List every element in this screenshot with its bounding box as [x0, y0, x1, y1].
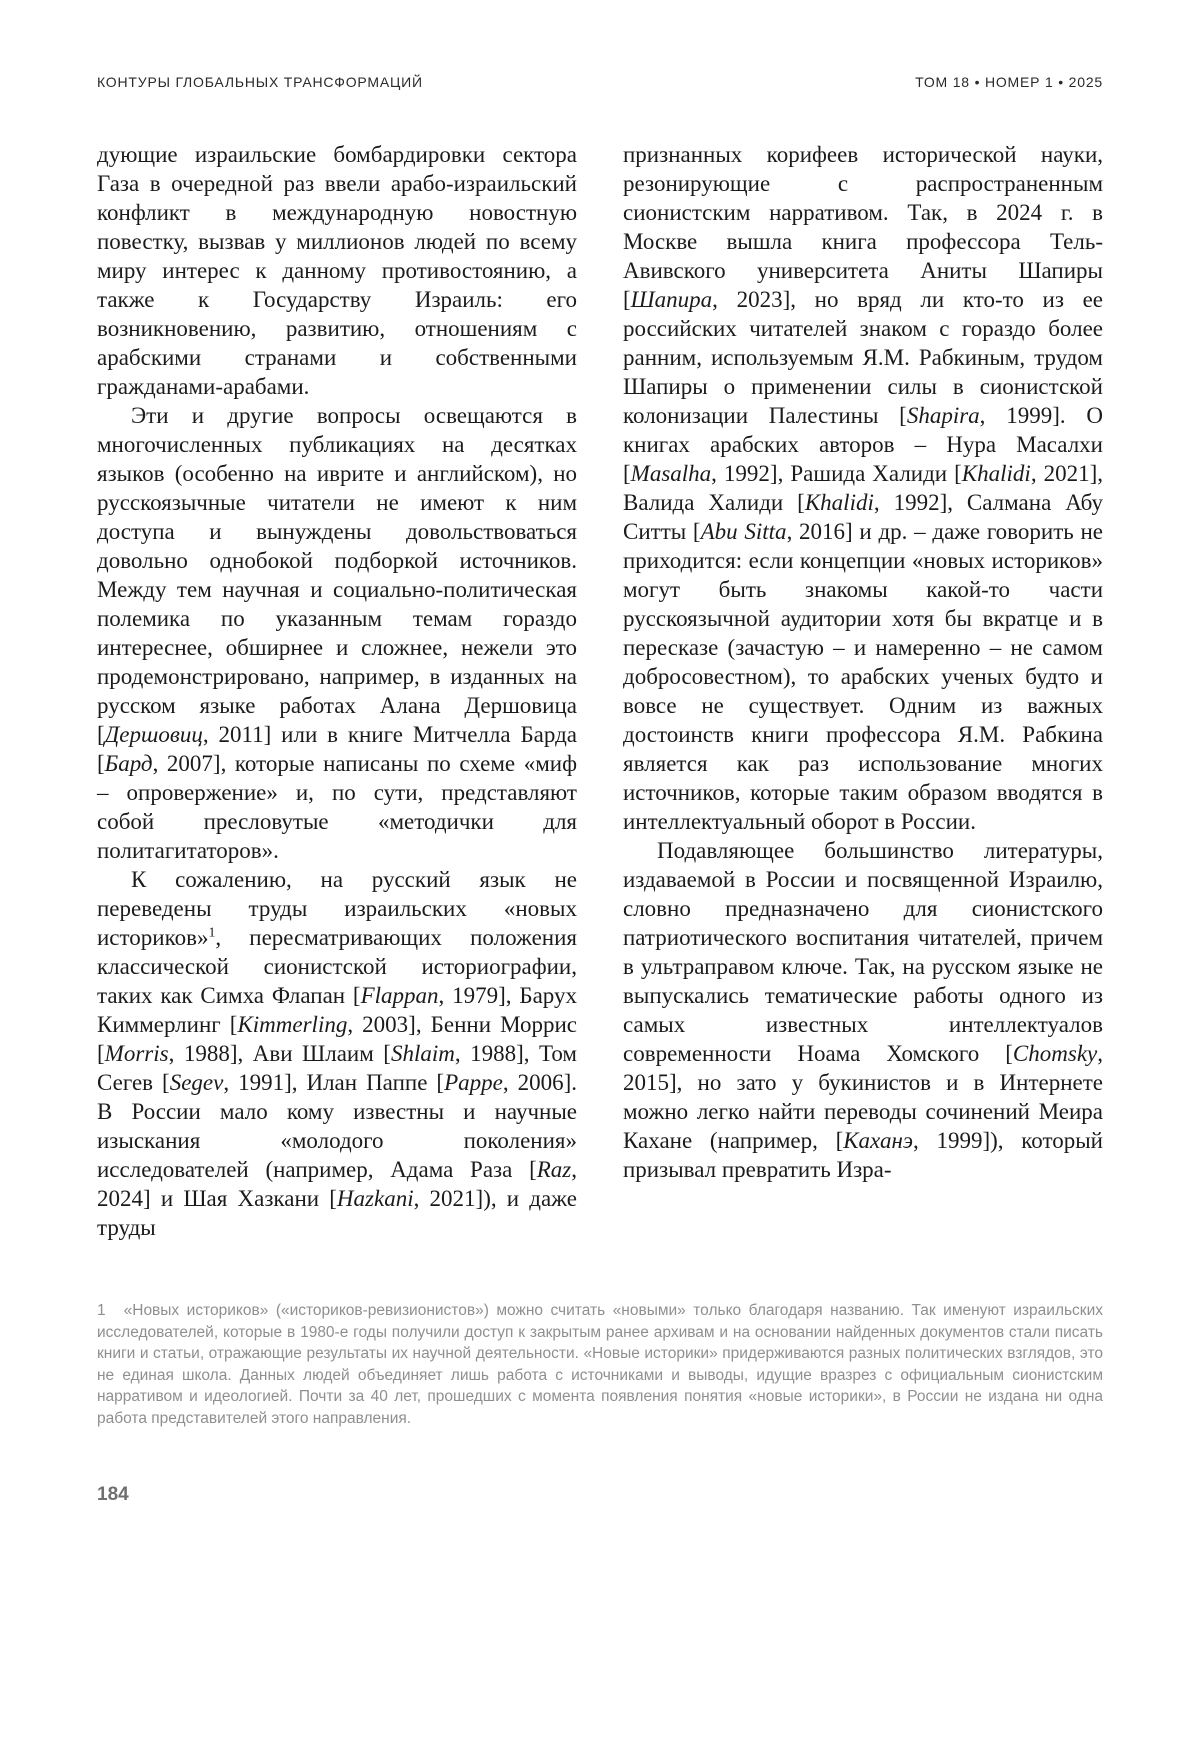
- issue-info: ТОМ 18 • НОМЕР 1 • 2025: [915, 74, 1103, 90]
- page-number: 184: [97, 1484, 129, 1505]
- paragraph: дующие израильские бомбардировки сектора Газа в очередной раз ввели арабо-израильский конфликт в международную новостную повестку, вызвав у миллионов людей по всему миру интерес к данному противостоянию, а также к Государству Израиль: его возникновению, развитию, отношениям с арабскими странами и собственными гражданами-арабами.: [97, 142, 577, 399]
- footnote-paragraph: [97, 1300, 1103, 1429]
- running-head: [97, 74, 1103, 90]
- paragraph: Подавляющее большинство литературы, издаваемой в России и посвященной Израилю, словно предназначено для сионистского патриотического воспитания читателей, причем в ультраправом ключе. Так, на русском языке не выпускались тематические работы одного из самых известных интеллектуалов современности Ноама Хомского [Chomsky, 2015], но зато у букинистов и в Интернете можно легко найти переводы сочинений Меира Кахане (например, [Каханэ, 1999]), который призывал превратить Изра-: [623, 838, 1103, 1182]
- article-body: [97, 140, 1103, 1242]
- journal-title: КОНТУРЫ ГЛОБАЛЬНЫХ ТРАНСФОРМАЦИЙ: [97, 74, 423, 90]
- paragraph: К сожалению, на русский язык не переведены труды израильских «новых историков»$^1$, пересматривающих положения классической сионистской историографии, таких как Симха Флапан [Flappan, 1979], Барух Киммерлинг [Kimmerling, 2003], Бенни Моррис [Morris, 1988], Ави Шлаим [Shlaim, 1988], Том Сегев [Segev, 1991], Илан Паппе [Pappe, 2006]. В России мало кому известны и научные изыскания «молодого поколения» исследователей (например, Адама Раза [Raz, 2024] и Шая Хазкани [Hazkani, 2021]), и даже труды: [97, 867, 577, 1240]
- footnote-text: «Новых историков» («историков-ревизионистов») можно считать «новыми» только благодаря названию. Так именуют израильских исследователей, которые в 1980-е годы получили доступ к закрытым ранее архивам и на основании найденных документов стали писать книги и статьи, отражающие результаты их научной деятельности. «Новые историки» придерживаются разных политических взглядов, это не единая школа. Данных людей объединяет лишь работа с источниками и выводы, идущие вразрез с официальным сионистским нарративом и идеологией. Почти за 40 лет, прошедших с момента появления понятия «новые историки», в России не издана ни одна работа представителей этого направления.: [97, 1302, 1103, 1427]
- left-column: [97, 140, 577, 1242]
- footnote-reference: 1: [208, 924, 216, 940]
- right-column: [623, 140, 1103, 1242]
- paragraph: Эти и другие вопросы освещаются в многочисленных публикациях на десятках языков (особенно на иврите и английском), но русскоязычные читатели не имеют к ним доступа и вынуждены довольствоваться довольно однобокой подборкой источников. Между тем научная и социально-политическая полемика по указанным темам гораздо интереснее, обширнее и сложнее, нежели это продемонстрировано, например, в изданных на русском языке работах Алана Дершовица [Дершовиц, 2011] или в книге Митчелла Барда [Бард, 2007], которые написаны по схеме «миф – опровержение» и, по сути, представляют собой пресловутые «методички для политагитаторов».: [97, 403, 577, 863]
- footnote: [97, 1300, 1103, 1429]
- footnote-marker: 1: [97, 1302, 106, 1319]
- paragraph: признанных корифеев исторической науки, резонирующие с распространенным сионистским нарративом. Так, в 2024 г. в Москве вышла книга профессора Тель-Авивского университета Аниты Шапиры [Шапира, 2023], но вряд ли кто-то из ее российских читателей знаком с гораздо более ранним, используемым Я.М. Рабкиным, трудом Шапиры о применении силы в сионистской колонизации Палестины [Shapira, 1999]. О книгах арабских авторов – Нура Масалхи [Masalha, 1992], Рашида Халиди [Khalidi, 2021], Валида Халиди [Khalidi, 1992], Салмана Абу Ситты [Abu Sitta, 2016] и др. – даже говорить не приходится: если концепции «новых историков» могут быть знакомы какой-то части русскоязычной аудитории хотя бы вкратце и в пересказе (зачастую – и намеренно – не самом добросовестном), то арабских ученых будто и вовсе не существует. Одним из важных достоинств книги профессора Я.М. Рабкина является как раз использование многих источников, которые таким образом вводятся в интеллектуальный оборот в России.: [623, 142, 1103, 834]
